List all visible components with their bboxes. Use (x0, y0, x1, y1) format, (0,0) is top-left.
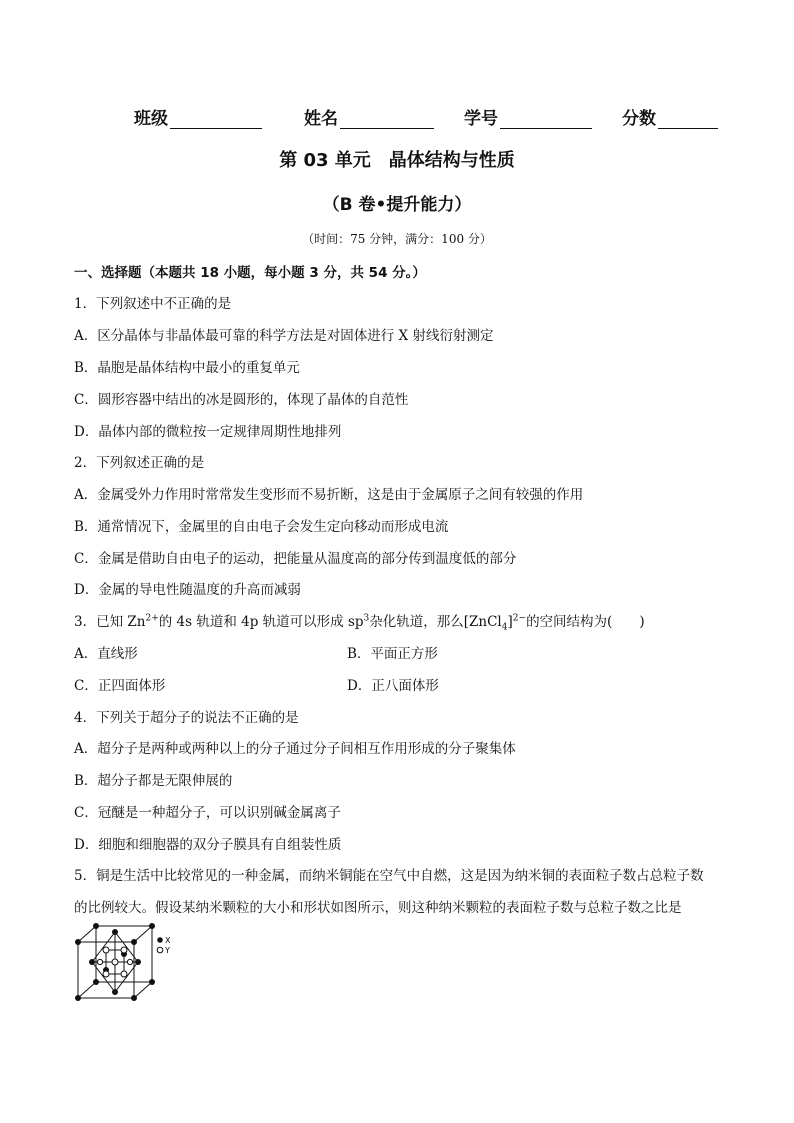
crystal-cell-figure (72, 922, 182, 1004)
question-3-option-c: C．正四面体形 (74, 678, 166, 694)
class-field[interactable] (134, 104, 262, 129)
class-label: 班级 (134, 109, 168, 129)
question-3-option-d: D．正八面体形 (347, 678, 439, 694)
cl-subscript: 4 (501, 622, 508, 633)
q3-stem-part-e: 的空间结构为( ) (526, 614, 645, 630)
question-5-line-2: 的比例较大。假设某纳米颗粒的大小和形状如图所示，则这种纳米颗粒的表面粒子数与总粒子数之比是 (74, 900, 682, 916)
name-label: 姓名 (304, 109, 338, 129)
question-4-option-d: D．细胞和细胞器的双分子膜具有自组装性质 (74, 837, 342, 853)
q3-stem-part-a: 3．已知 Zn (74, 614, 146, 630)
question-2-option-c: C．金属是借助自由电子的运动，把能量从温度高的部分传到温度低的部分 (74, 551, 517, 567)
legend-y-marker (157, 947, 163, 953)
class-blank[interactable] (170, 110, 262, 129)
score-field[interactable] (622, 104, 718, 129)
legend-x-marker (157, 937, 163, 943)
score-blank[interactable] (658, 110, 718, 129)
legend-y-label: Y (165, 946, 170, 955)
question-5-line-1: 5．铜是生活中比较常见的一种金属，而纳米铜能在空气中自燃，这是因为纳米铜的表面粒子数占总粒子数 (74, 868, 704, 884)
question-2-option-d: D．金属的导电性随温度的升高而减弱 (74, 582, 301, 598)
page-title: 第 03 单元 晶体结构与性质 (279, 150, 515, 171)
q3-stem-part-b: 的 4s 轨道和 4p 轨道可以形成 sp (158, 614, 364, 630)
question-3-option-b: B．平面正方形 (347, 646, 438, 662)
section-heading: 一、选择题（本题共 18 小题，每小题 3 分，共 54 分。） (74, 265, 426, 281)
student-id-field[interactable] (464, 104, 592, 129)
question-2-stem: 2．下列叙述正确的是 (74, 455, 205, 471)
name-blank[interactable] (340, 110, 434, 129)
q3-stem-part-d: ] (507, 614, 513, 630)
question-1-option-c: C．圆形容器中结出的冰是圆形的，体现了晶体的自范性 (74, 392, 409, 408)
question-1-option-d: D．晶体内部的微粒按一定规律周期性地排列 (74, 424, 342, 440)
page-subtitle: （B 卷•提升能力） (322, 195, 472, 215)
zn-charge: 2+ (145, 613, 159, 624)
q3-stem-part-c: 杂化轨道，那么[ZnCl (369, 614, 502, 630)
student-id-blank[interactable] (500, 110, 592, 129)
question-1-option-b: B．晶胞是晶体结构中最小的重复单元 (74, 360, 300, 376)
question-4-stem: 4．下列关于超分子的说法不正确的是 (74, 710, 299, 726)
student-info-row (134, 104, 734, 132)
score-label: 分数 (622, 109, 656, 129)
question-3-option-a: A．直线形 (74, 646, 138, 662)
question-4-option-a: A．超分子是两种或两种以上的分子通过分子间相互作用形成的分子聚集体 (74, 741, 516, 757)
question-2-option-b: B．通常情况下，金属里的自由电子会发生定向移动而形成电流 (74, 519, 449, 535)
question-1-stem: 1．下列叙述中不正确的是 (74, 296, 232, 312)
name-field[interactable] (304, 104, 434, 129)
sp-exponent: 3 (363, 613, 370, 624)
time-info: （时间：75 分钟，满分：100 分） (302, 232, 492, 246)
question-4-option-c: C．冠醚是一种超分子，可以识别碱金属离子 (74, 805, 341, 821)
question-2-option-a: A．金属受外力作用时常常发生变形而不易折断，这是由于金属原子之间有较强的作用 (74, 487, 584, 503)
question-4-option-b: B．超分子都是无限伸展的 (74, 773, 233, 789)
question-3-stem (74, 610, 645, 633)
student-id-label: 学号 (464, 109, 498, 129)
legend-x-label: X (165, 936, 171, 945)
question-1-option-a: A．区分晶体与非晶体最可靠的科学方法是对固体进行 X 射线衍射测定 (74, 328, 494, 344)
ion-charge: 2− (512, 613, 527, 624)
